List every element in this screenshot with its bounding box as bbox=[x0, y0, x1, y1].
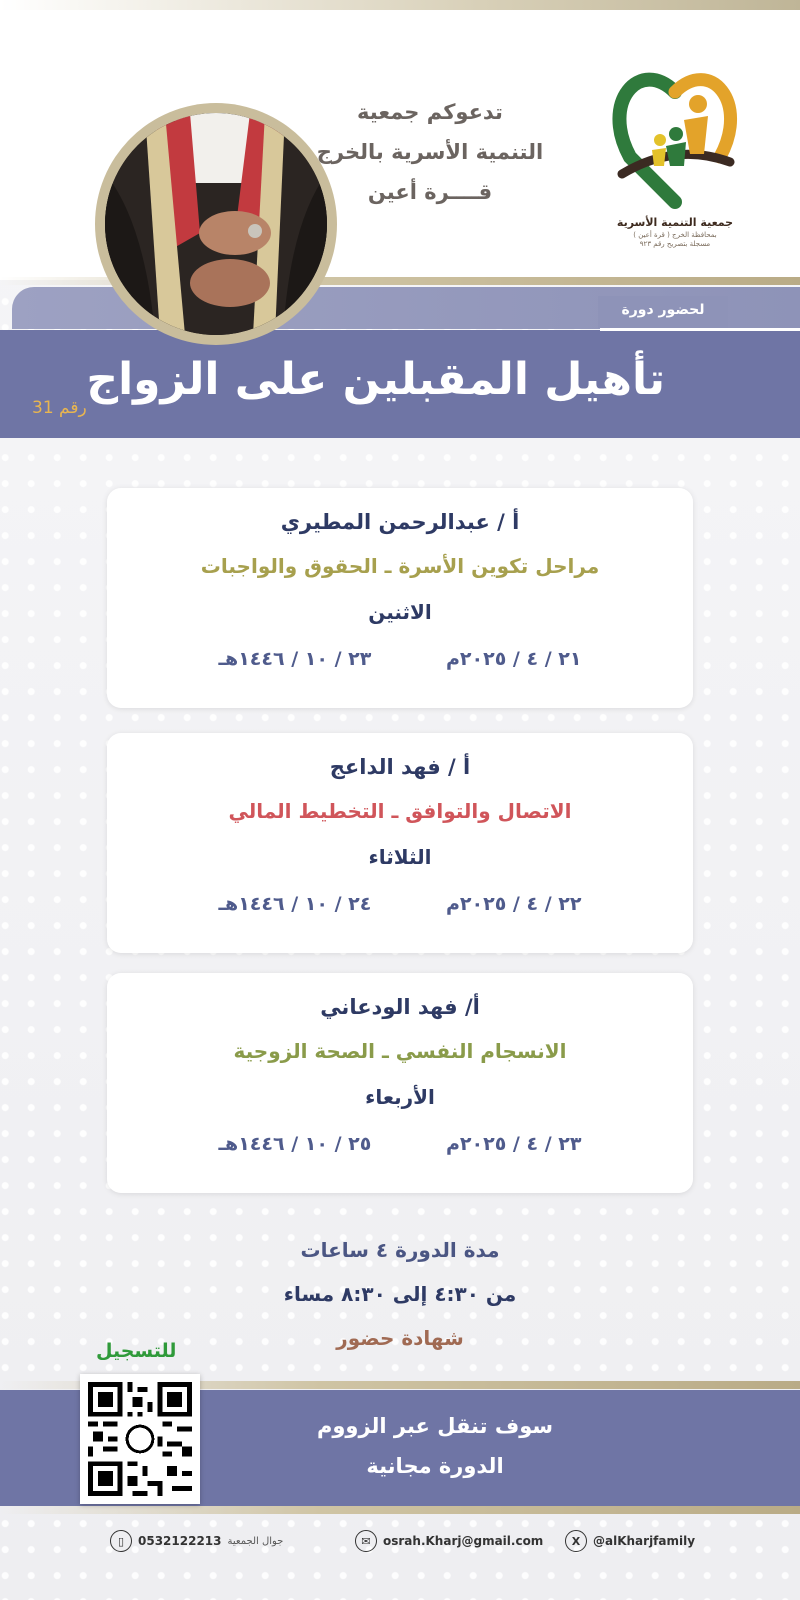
tab-underline bbox=[600, 328, 800, 331]
session-date-hijri: ٢٣ / ١٠ / ١٤٤٦هـ bbox=[218, 648, 372, 670]
phone-label: جوال الجمعية bbox=[227, 1535, 284, 1547]
session-date-hijri: ٢٤ / ١٠ / ١٤٤٦هـ bbox=[218, 893, 372, 915]
groom-photo-frame bbox=[95, 103, 337, 345]
zoom-note: سوف تنقل عبر الزووم bbox=[316, 1414, 554, 1438]
session-topic: مراحل تكوين الأسرة ـ الحقوق والواجبات bbox=[200, 554, 600, 578]
register-label: للتسجيل bbox=[96, 1340, 177, 1362]
session-day: الأربعاء bbox=[365, 1085, 435, 1109]
logo-emblem-icon bbox=[600, 62, 750, 212]
session-day: الاثنين bbox=[368, 600, 432, 624]
session-dates bbox=[107, 648, 693, 670]
x-twitter-icon: X bbox=[565, 1530, 587, 1552]
session-dates bbox=[107, 893, 693, 915]
top-strip bbox=[0, 0, 800, 10]
free-note: الدورة مجانية bbox=[366, 1454, 504, 1478]
qr-code-icon bbox=[88, 1382, 192, 1496]
organization-logo bbox=[600, 62, 750, 252]
course-time: من ٤:٣٠ إلى ٨:٣٠ مساء bbox=[283, 1282, 517, 1306]
session-day: الثلاثاء bbox=[368, 845, 432, 869]
course-duration: مدة الدورة ٤ ساعات bbox=[300, 1238, 500, 1262]
session-date-gregorian: ٢٢ / ٤ / ٢٠٢٥م bbox=[445, 893, 582, 915]
session-instructor: أ / عبدالرحمن المطيري bbox=[280, 510, 520, 534]
email-icon: ✉ bbox=[355, 1530, 377, 1552]
registration-qr-code[interactable] bbox=[80, 1374, 200, 1504]
footer-email bbox=[355, 1527, 543, 1555]
course-number: رقم 31 bbox=[32, 398, 87, 418]
gold-divider-footer bbox=[0, 1506, 800, 1514]
session-instructor: أ/ فهد الودعاني bbox=[320, 995, 480, 1019]
invite-line-2: التنمية الأسرية بالخرج bbox=[316, 140, 544, 164]
session-card-2 bbox=[107, 733, 693, 953]
session-date-gregorian: ٢١ / ٤ / ٢٠٢٥م bbox=[445, 648, 582, 670]
course-title: تأهيل المقبلين على الزواج bbox=[86, 354, 665, 405]
twitter-handle[interactable]: @alKharjfamily bbox=[593, 1534, 696, 1548]
email-address[interactable]: osrah.Kharj@gmail.com bbox=[383, 1534, 544, 1548]
invite-line-1: تدعوكم جمعية bbox=[357, 100, 503, 124]
logo-name: جمعية التنمية الأسرية bbox=[616, 216, 734, 229]
logo-subtitle: بمحافظة الخرج ( قرة أعين ) bbox=[633, 231, 717, 239]
phone-icon: ▯ bbox=[110, 1530, 132, 1552]
session-dates bbox=[107, 1133, 693, 1155]
phone-number[interactable]: 0532122213 bbox=[138, 1534, 222, 1548]
session-topic: الانسجام النفسي ـ الصحة الزوجية bbox=[233, 1039, 567, 1063]
course-tab-label: لحضور دورة bbox=[598, 296, 728, 328]
groom-photo-illustration bbox=[105, 113, 327, 335]
logo-registration: مسجلة بتصريح رقم ٩٢٣ bbox=[639, 240, 711, 248]
course-certificate: شهادة حضور bbox=[336, 1326, 464, 1350]
session-date-gregorian: ٢٣ / ٤ / ٢٠٢٥م bbox=[445, 1133, 582, 1155]
footer-phone bbox=[110, 1527, 283, 1555]
contact-footer bbox=[0, 1527, 800, 1557]
session-date-hijri: ٢٥ / ١٠ / ١٤٤٦هـ bbox=[218, 1133, 372, 1155]
session-instructor: أ / فهد الداعج bbox=[329, 755, 471, 779]
groom-photo bbox=[105, 113, 327, 335]
session-card-1 bbox=[107, 488, 693, 708]
invite-text bbox=[305, 92, 555, 212]
session-card-3 bbox=[107, 973, 693, 1193]
bottom-text bbox=[200, 1406, 670, 1486]
invite-line-3: قــــرة أعين bbox=[367, 180, 493, 204]
footer-twitter bbox=[565, 1527, 695, 1555]
session-topic: الاتصال والتوافق ـ التخطيط المالي bbox=[228, 799, 572, 823]
